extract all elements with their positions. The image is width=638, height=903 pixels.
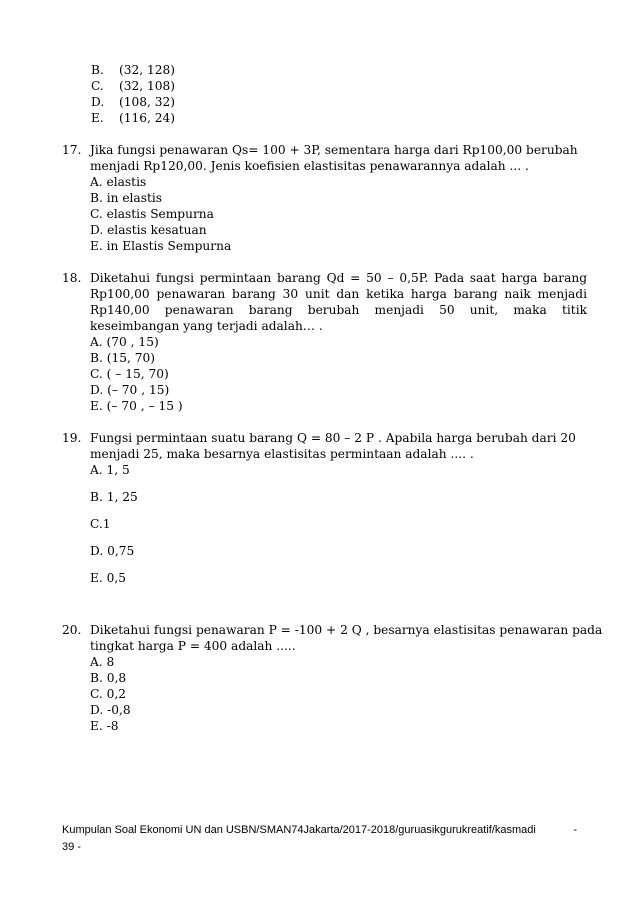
option-letter: C. (91, 79, 104, 93)
question-number: 17. (62, 143, 82, 157)
answer-option: C. 0,2 (90, 687, 127, 701)
question-text-line: menjadi Rp120,00. Jenis koefisien elastisitas penawarannya adalah ... . (90, 159, 529, 173)
question-text-line: tingkat harga P = 400 adalah ..... (90, 639, 296, 653)
answer-option: A. 1, 5 (90, 463, 130, 477)
answer-option: B. 0,8 (90, 671, 127, 685)
question-text-line: menjadi 25, maka besarnya elastisitas permintaan adalah .... . (90, 447, 474, 461)
option-letter: E. (91, 111, 104, 125)
answer-option: C. ( – 15, 70) (90, 367, 169, 381)
option-text: (108, 32) (119, 95, 176, 109)
answer-option: A. 8 (90, 655, 115, 669)
answer-option: E. -8 (90, 719, 119, 733)
answer-option: D. -0,8 (90, 703, 131, 717)
question-19 (62, 430, 587, 586)
answer-option: D. elastis kesatuan (90, 223, 207, 237)
answer-option: B. 1, 25 (90, 490, 138, 504)
option-letter: B. (91, 63, 104, 77)
option-text: (32, 108) (119, 79, 176, 93)
answer-option: E. 0,5 (90, 571, 127, 585)
answer-option: A. (70 , 15) (90, 335, 159, 349)
previous-question-options (91, 62, 175, 126)
question-text-line: Diketahui fungsi penawaran P = -100 + 2 Q , besarnya elastisitas penawaran pada (90, 623, 603, 637)
question-body (90, 622, 603, 734)
answer-option: B. (15, 70) (90, 351, 155, 365)
question-text-line: Fungsi permintaan suatu barang Q = 80 – 2 P . Apabila harga berubah dari 20 (90, 431, 576, 445)
footer-dash: - (573, 824, 577, 836)
answer-option: A. elastis (90, 175, 147, 189)
question-text-line: Jika fungsi penawaran Qs= 100 + 3P, sementara harga dari Rp100,00 berubah (90, 143, 578, 157)
page-footer (62, 822, 577, 856)
question-number: 19. (62, 431, 82, 445)
answer-option: C. elastis Sempurna (90, 207, 214, 221)
option-row (91, 110, 175, 126)
option-text: (116, 24) (119, 111, 176, 125)
option-row (91, 62, 175, 78)
question-body (90, 142, 587, 254)
answer-option: C.1 (90, 517, 111, 531)
question-17 (62, 142, 587, 254)
question-body (90, 430, 587, 586)
answer-option: E. in Elastis Sempurna (90, 239, 232, 253)
answer-option: D. (– 70 , 15) (90, 383, 170, 397)
page-number: 39 - (62, 841, 81, 853)
option-text: (32, 128) (119, 63, 176, 77)
question-number: 18. (62, 271, 82, 285)
question-text: Diketahui fungsi permintaan barang Qd = 50 – 0,5P. Pada saat harga barang Rp100,00 penawaran barang 30 unit dan ketika harga barang naik menjadi Rp140,00 penawaran barang berubah menjadi 50 unit, maka titik keseimbangan yang terjadi adalah… . (90, 271, 587, 333)
answer-option: B. in elastis (90, 191, 163, 205)
option-row (91, 78, 175, 94)
question-number: 20. (62, 623, 82, 637)
option-row (91, 94, 175, 110)
question-body (90, 270, 587, 414)
answer-option: D. 0,75 (90, 544, 135, 558)
footer-text: Kumpulan Soal Ekonomi UN dan USBN/SMAN74Jakarta/2017-2018/guruasikgurukreatif/kasmadi (62, 824, 536, 836)
option-letter: D. (91, 95, 105, 109)
answer-option: E. (– 70 , – 15 ) (90, 399, 183, 413)
question-18 (62, 270, 587, 414)
question-20 (62, 622, 603, 734)
